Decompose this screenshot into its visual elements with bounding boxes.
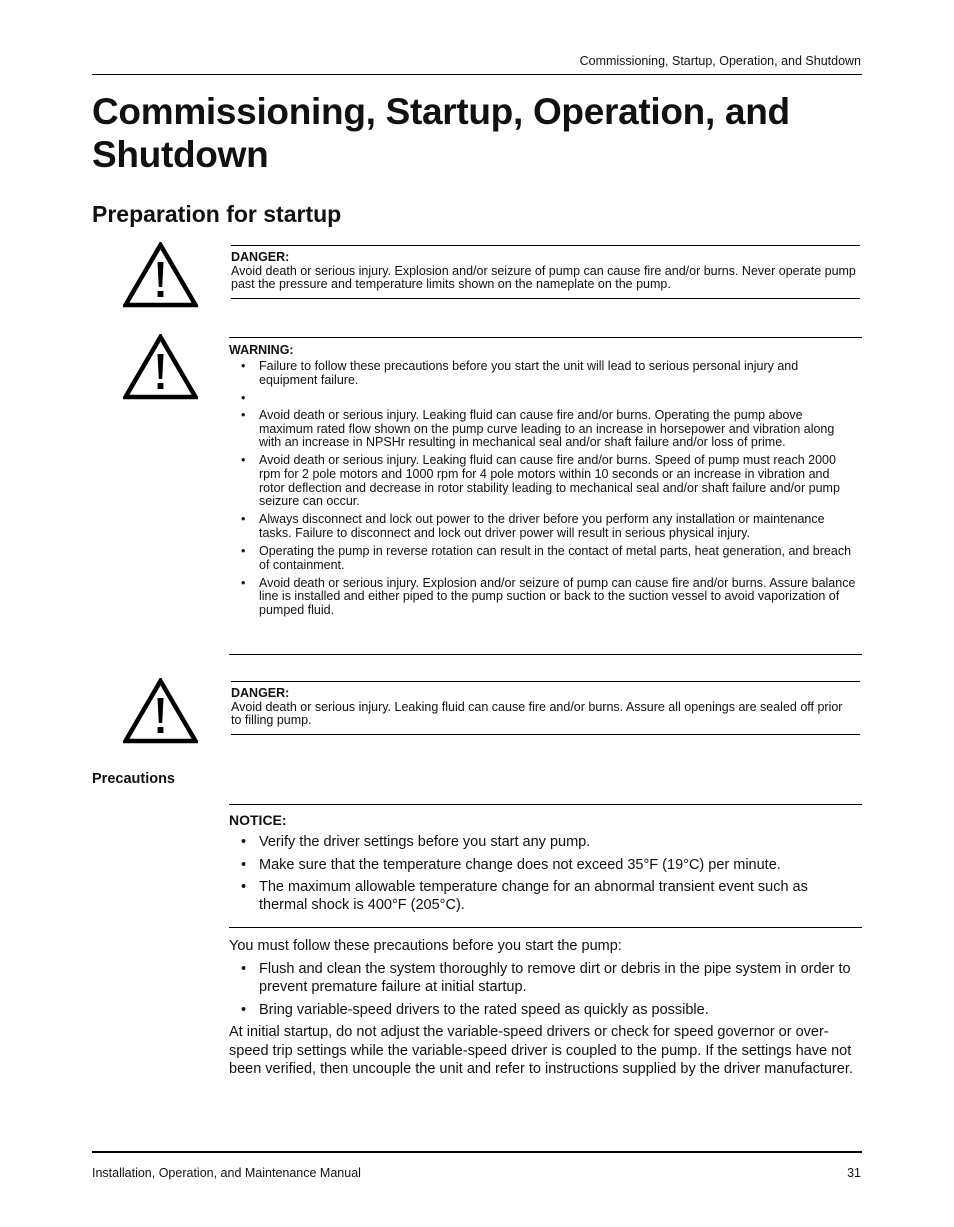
precautions-intro: You must follow these precautions before you start the pump: [229,938,622,954]
list-item: • Failure to follow these precautions before you start the unit will lead to serious personal injury and equipment failure. [229,360,856,387]
warning-triangle-icon [123,678,198,744]
list-item: • The maximum allowable temperature change for an abnormal transient event such as thermal shock is 400°F (205°C). [229,878,859,914]
list-item: • Make sure that the temperature change does not exceed 35°F (19°C) per minute. [229,856,859,874]
warning-triangle-icon [123,242,198,308]
danger-text: Avoid death or serious injury. Leaking fluid can cause fire and/or burns. Assure all openings are sealed off prior to filling pump. [231,699,843,728]
warning-list [229,360,856,618]
danger-label: DANGER: [231,686,290,700]
page-title: Commissioning, Startup, Operation, and Shutdown [92,91,790,175]
running-header: Commissioning, Startup, Operation, and Shutdown [579,54,861,68]
precautions-closing: At initial startup, do not adjust the variable-speed drivers or check for speed governor or over-speed trip settings while the variable-speed driver is coupled to the pump. If the settings have not been verified, then uncouple the unit and refer to instructions supplied by the driver manufacturer. [229,1024,853,1077]
notice-box [229,812,859,919]
footer-manual-title: Installation, Operation, and Maintenance Manual [92,1166,361,1180]
danger-text: Avoid death or serious injury. Explosion and/or seizure of pump can cause fire and/or burns. Never operate pump past the pressure and temperature limits shown on the nameplate on the pump. [231,263,856,292]
danger-label: DANGER: [231,250,290,264]
warning-triangle-icon [123,334,198,400]
page-number: 31 [847,1166,861,1180]
list-item: • Always disconnect and lock out power to the driver before you perform any installation or maintenance tasks. Failure to disconnect and lock out driver power will result in serious physical injury. [229,513,856,540]
precautions-list [229,960,859,1019]
list-item: • Avoid death or serious injury. Explosion and/or seizure of pump can cause fire and/or burns. Assure balance line is installed and either piped to the pump suction or back to the suction vessel to avoid vaporization of pumped fluid. [229,577,856,618]
list-item: • Avoid death or serious injury. Leaking fluid can cause fire and/or burns. Speed of pump must reach 2000 rpm for 2 pole motors and 1000 rpm for 4 pole motors within 10 seconds or an increase in vibration and rotor deflection and decrease in rotor stability leading to mechanical seal and/or shaft failure and/or pump seizure can occur. [229,454,856,508]
precautions-heading: Precautions [92,771,175,787]
list-item: • Avoid death or serious injury. Leaking fluid can cause fire and/or burns. Operating the pump above maximum rated flow shown on the pump curve leading to an increase in horsepower and vibration along with an increase in NPSHr resulting in mechanical seal and/or shaft failure and/or loss of prime. [229,409,856,450]
list-item [229,392,856,405]
list-item: • Verify the driver settings before you start any pump. [229,833,859,851]
notice-label: NOTICE: [229,812,287,828]
list-item: • Operating the pump in reverse rotation can result in the contact of metal parts, heat generation, and breach of containment. [229,545,856,572]
danger-notice-2 [231,687,856,728]
notice-list [229,833,859,914]
list-item: • Flush and clean the system thoroughly to remove dirt or debris in the pipe system in order to prevent premature failure at initial startup. [229,960,859,996]
header-rule [92,74,862,75]
danger-notice-1 [231,251,856,292]
warning-label: WARNING: [229,343,294,357]
precautions-list-wrap [229,960,859,1023]
section-heading: Preparation for startup [92,201,342,227]
list-item: • Bring variable-speed drivers to the rated speed as quickly as possible. [229,1001,859,1019]
warning-notice [229,343,856,622]
footer-rule [92,1151,862,1153]
